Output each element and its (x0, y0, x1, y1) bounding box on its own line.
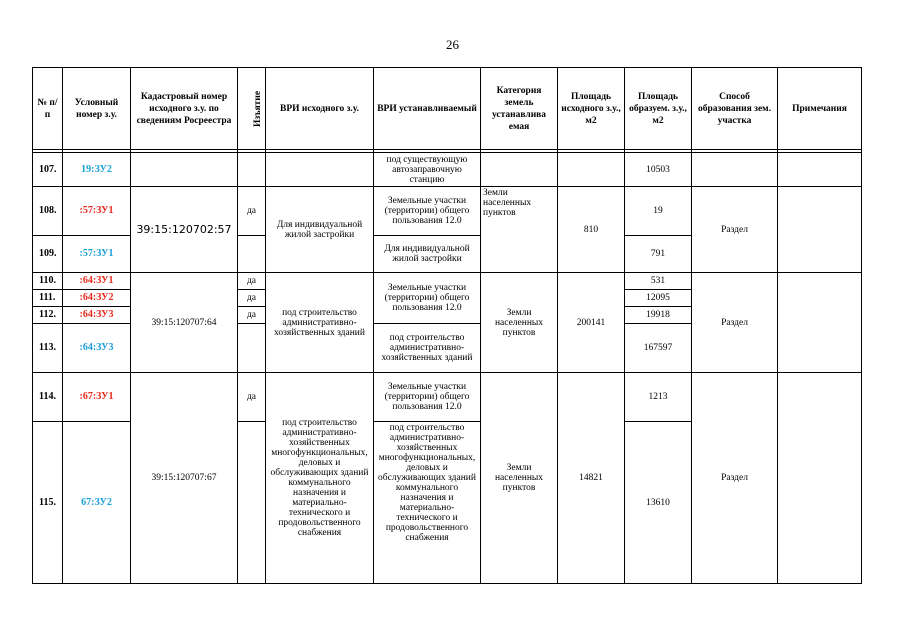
vri-source: под строительство административно-хозяйственных зданий (266, 273, 374, 373)
header-n: № п/п (33, 68, 63, 150)
area-source: 14821 (558, 373, 625, 584)
row-number: 109. (33, 236, 63, 273)
row-number: 114. (33, 373, 63, 422)
area-source: 200141 (558, 273, 625, 373)
conditional-number: :64:ЗУ3 (63, 307, 131, 324)
table-row (33, 153, 862, 187)
header-vri-set: ВРИ устанавливаемый (374, 68, 481, 150)
parcel-table (32, 67, 862, 584)
header-method: Способ образования зем. участка (692, 68, 778, 150)
withdrawal: да (238, 187, 266, 236)
withdrawal: да (238, 373, 266, 422)
header-row (33, 68, 862, 150)
land-category: Земли населенных пунктов (481, 187, 558, 273)
header-cat: Категория земель устанавлива емая (481, 68, 558, 150)
area-new: 531 (625, 273, 692, 290)
area-new: 167597 (625, 324, 692, 373)
conditional-number: :64:ЗУ2 (63, 290, 131, 307)
withdrawal: да (238, 290, 266, 307)
land-category: Земли населенных пунктов (481, 273, 558, 373)
row-number: 108. (33, 187, 63, 236)
withdrawal: да (238, 307, 266, 324)
conditional-number: 67:ЗУ2 (63, 422, 131, 584)
header-area-src: Площадь исходного з.у., м2 (558, 68, 625, 150)
vri-source: Для индивидуальной жилой застройки (266, 187, 374, 273)
header-vri-src: ВРИ исходного з.у. (266, 68, 374, 150)
header-izy-label: Изъятие (253, 90, 264, 127)
row-number: 112. (33, 307, 63, 324)
conditional-number: :57:ЗУ1 (63, 187, 131, 236)
vri-set: под строительство административно-хозяйственных зданий (374, 324, 481, 373)
header-kad: Кадастровый номер исходного з.у. по сведениям Росреестра (131, 68, 238, 150)
cadastral-number: 39:15:120707:64 (131, 273, 238, 373)
row-number: 113. (33, 324, 63, 373)
header-area-new: Площадь образуем. з.у., м2 (625, 68, 692, 150)
area-new: 1213 (625, 373, 692, 422)
vri-set: под строительство административно-хозяйственных многофункциональных, деловых и обслуживающих зданий коммунального назначения и материально-технического и продовольственного снабжения (374, 422, 481, 584)
row-number: 110. (33, 273, 63, 290)
area-new: 19918 (625, 307, 692, 324)
header-notes: Примечания (778, 68, 862, 150)
conditional-number: :67:ЗУ1 (63, 373, 131, 422)
table-row (33, 373, 862, 422)
land-category: Земли населенных пунктов (481, 373, 558, 584)
row-number: 107. (33, 153, 63, 187)
conditional-number: :57:ЗУ1 (63, 236, 131, 273)
vri-set: Земельные участки (территории) общего пользования 12.0 (374, 187, 481, 236)
conditional-number: :64:ЗУ1 (63, 273, 131, 290)
cadastral-number: 39:15:120707:67 (131, 373, 238, 584)
vri-set: Земельные участки (территории) общего пользования 12.0 (374, 273, 481, 324)
vri-set: Для индивидуальной жилой застройки (374, 236, 481, 273)
vri-set: под существующую автозаправочную станцию (374, 153, 481, 187)
conditional-number: :64:ЗУ3 (63, 324, 131, 373)
page-number: 26 (446, 37, 459, 52)
area-new: 19 (625, 187, 692, 236)
formation-method: Раздел (692, 273, 778, 373)
area-new: 12095 (625, 290, 692, 307)
area-new: 13610 (625, 422, 692, 584)
table-row (33, 273, 862, 290)
area-source: 810 (558, 187, 625, 273)
conditional-number: 19:ЗУ2 (63, 153, 131, 187)
table-row (33, 187, 862, 236)
vri-set: Земельные участки (территории) общего пользования 12.0 (374, 373, 481, 422)
header-izy (238, 68, 266, 150)
cadastral-number: 39:15:120702:57 (131, 187, 238, 273)
row-number: 115. (33, 422, 63, 584)
area-new: 10503 (625, 153, 692, 187)
header-cond: Условный номер з.у. (63, 68, 131, 150)
row-number: 111. (33, 290, 63, 307)
formation-method: Раздел (692, 187, 778, 273)
vri-source: под строительство административно-хозяйственных многофункциональных, деловых и обслуживающих зданий коммунального назначения и материально-технического и продовольственного снабжения (266, 373, 374, 584)
withdrawal: да (238, 273, 266, 290)
formation-method: Раздел (692, 373, 778, 584)
area-new: 791 (625, 236, 692, 273)
